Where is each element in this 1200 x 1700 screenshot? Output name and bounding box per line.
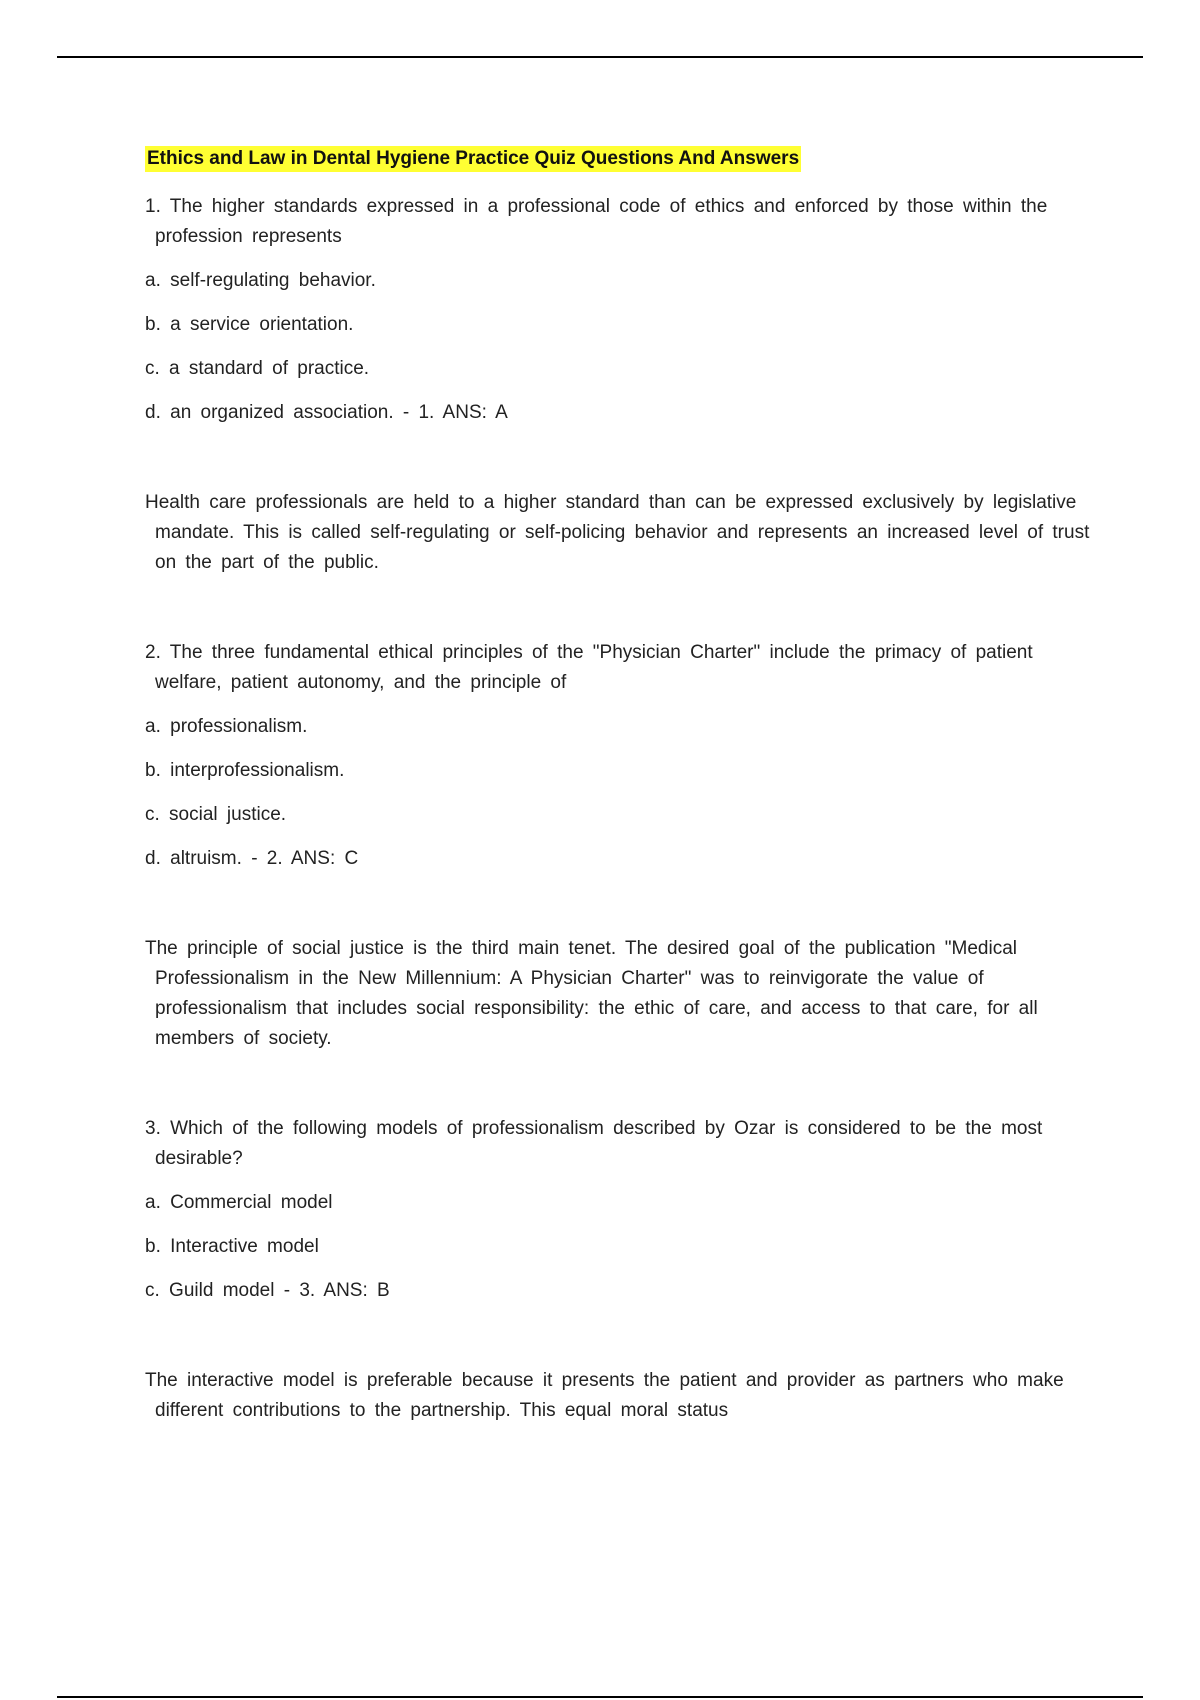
options-list	[145, 1188, 1095, 1306]
explanation-text-value: The interactive model is preferable because it presents the patient and provider as partners who make different contributions to the partnership. This equal moral status	[145, 1370, 1064, 1421]
option-item: b. interprofessionalism.	[145, 760, 345, 781]
question-text-value: 1. The higher standards expressed in a professional code of ethics and enforced by those within the profession represents	[145, 196, 1048, 247]
question-text	[145, 638, 1095, 698]
option-item: c. Guild model - 3. ANS: B	[145, 1280, 390, 1301]
question-block-2	[145, 638, 1095, 874]
option-item: a. Commercial model	[145, 1192, 333, 1213]
explanation-text-value: The principle of social justice is the third main tenet. The desired goal of the publication "Medical Professionalism in the New Millennium: A Physician Charter" was to reinvigorate the value of professionalism that includes social responsibility: the ethic of care, and access to that care, for all members of society.	[145, 938, 1038, 1049]
question-block-1	[145, 192, 1095, 428]
question-text-value: 3. Which of the following models of professionalism described by Ozar is considered to be the most desirable?	[145, 1118, 1043, 1169]
explanation-text	[145, 934, 1095, 1054]
question-text	[145, 192, 1095, 252]
question-text	[145, 1114, 1095, 1174]
question-block-3	[145, 1114, 1095, 1306]
explanation-text	[145, 1366, 1095, 1426]
document-title: Ethics and Law in Dental Hygiene Practice Quiz Questions And Answers	[145, 146, 801, 172]
option-item: b. Interactive model	[145, 1236, 319, 1257]
option-item: d. altruism. - 2. ANS: C	[145, 848, 359, 869]
option-item: d. an organized association. - 1. ANS: A	[145, 402, 508, 423]
explanation-text	[145, 488, 1095, 578]
explanation-text-value: Health care professionals are held to a higher standard than can be expressed exclusively by legislative mandate. This is called self-regulating or self-policing behavior and represents an increased level of trust on the part of the public.	[145, 492, 1090, 573]
top-rule	[57, 56, 1143, 58]
bottom-rule	[57, 1696, 1143, 1698]
options-list	[145, 266, 1095, 428]
option-item: c. a standard of practice.	[145, 358, 370, 379]
option-item: b. a service orientation.	[145, 314, 354, 335]
option-item: a. professionalism.	[145, 716, 308, 737]
question-text-value: 2. The three fundamental ethical principles of the "Physician Charter" include the primacy of patient welfare, patient autonomy, and the principle of	[145, 642, 1033, 693]
options-list	[145, 712, 1095, 874]
option-item: a. self-regulating behavior.	[145, 270, 376, 291]
document-body	[145, 146, 1095, 1426]
option-item: c. social justice.	[145, 804, 287, 825]
